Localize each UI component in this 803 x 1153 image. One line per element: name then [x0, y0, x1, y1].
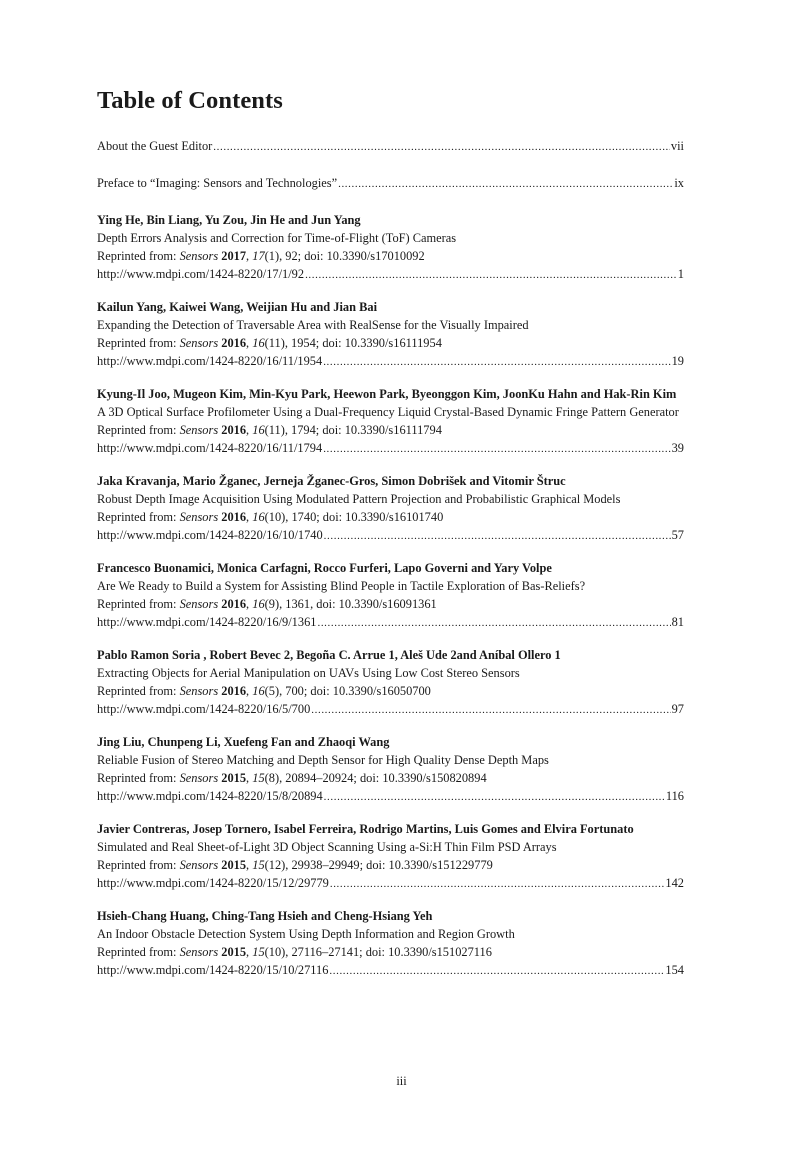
citation-details: (1), 92; doi: 10.3390/s17010092: [264, 249, 425, 263]
citation-comma: ,: [246, 684, 253, 698]
page-number: 116: [665, 789, 684, 803]
entry-url[interactable]: http://www.mdpi.com/1424-8220/15/8/20894: [97, 789, 323, 803]
citation-journal: Sensors: [179, 858, 219, 872]
entry-url-line: [97, 265, 684, 284]
citation-comma: ,: [246, 945, 253, 959]
citation-year: 2016: [221, 684, 247, 698]
citation-prefix: Reprinted from:: [97, 510, 180, 524]
citation-comma: ,: [246, 858, 253, 872]
citation-prefix: Reprinted from:: [97, 423, 180, 437]
entry-authors: Javier Contreras, Josep Tornero, Isabel Ferreira, Rodrigo Martins, Luis Gomes and Elvira Fortunato: [97, 822, 634, 836]
toc-entry[interactable]: [97, 298, 684, 371]
citation-year: 2017: [221, 249, 247, 263]
citation-prefix: Reprinted from:: [97, 945, 180, 959]
page-number: 97: [671, 702, 684, 716]
toc-entry-about-editor[interactable]: [97, 137, 684, 156]
entry-url[interactable]: http://www.mdpi.com/1424-8220/15/10/27116: [97, 963, 329, 977]
entry-title: Simulated and Real Sheet-of-Light 3D Object Scanning Using a-Si:H Thin Film PSD Arrays: [97, 840, 557, 854]
citation-prefix: Reprinted from:: [97, 336, 180, 350]
dot-leader: [323, 352, 670, 371]
entry-url-line: [97, 613, 684, 632]
entry-title: Depth Errors Analysis and Correction for Time-of-Flight (ToF) Cameras: [97, 231, 457, 245]
dot-leader: [324, 787, 665, 806]
entry-authors: Jaka Kravanja, Mario Žganec, Jerneja Žganec-Gros, Simon Dobrišek and Vitomir Štruc: [97, 474, 566, 488]
entry-url-line: [97, 874, 684, 893]
citation-journal: Sensors: [179, 597, 219, 611]
citation-prefix: Reprinted from:: [97, 249, 180, 263]
citation-volume: 16: [252, 423, 265, 437]
citation-journal: Sensors: [179, 423, 219, 437]
entry-url[interactable]: http://www.mdpi.com/1424-8220/16/9/1361: [97, 615, 317, 629]
entry-title: Robust Depth Image Acquisition Using Modulated Pattern Projection and Probabilistic Graphical Models: [97, 492, 621, 506]
toc-entry[interactable]: [97, 733, 684, 806]
page-number: ix: [674, 176, 684, 190]
toc-entry-text: Preface to “Imaging: Sensors and Technologies”: [97, 176, 338, 190]
entry-title: Reliable Fusion of Stereo Matching and Depth Sensor for High Quality Dense Depth Maps: [97, 753, 549, 767]
entry-url[interactable]: http://www.mdpi.com/1424-8220/16/11/1794: [97, 441, 323, 455]
citation-prefix: Reprinted from:: [97, 597, 180, 611]
dot-leader: [338, 174, 673, 193]
toc-entry[interactable]: [97, 559, 684, 632]
dot-leader: [330, 874, 665, 893]
toc-entry[interactable]: [97, 472, 684, 545]
entry-authors: Kyung-Il Joo, Mugeon Kim, Min-Kyu Park, Heewon Park, Byeonggon Kim, JoonKu Hahn and Hak-Rin Kim: [97, 387, 677, 401]
citation-prefix: Reprinted from:: [97, 858, 180, 872]
entry-title: Are We Ready to Build a System for Assisting Blind People in Tactile Exploration of Bas-Reliefs?: [97, 579, 586, 593]
citation-year: 2015: [221, 858, 247, 872]
page-title: Table of Contents: [97, 87, 283, 114]
citation-year: 2016: [221, 510, 247, 524]
citation-details: (9), 1361, doi: 10.3390/s16091361: [264, 597, 437, 611]
dot-leader: [323, 439, 670, 458]
citation-year: 2016: [221, 423, 247, 437]
entry-citation: [97, 769, 684, 787]
entry-citation: [97, 334, 684, 352]
citation-details: (8), 20894–20924; doi: 10.3390/s150820894: [264, 771, 487, 785]
entry-citation: [97, 421, 684, 439]
entry-citation: [97, 856, 684, 874]
entry-url[interactable]: http://www.mdpi.com/1424-8220/17/1/92: [97, 267, 305, 281]
citation-prefix: Reprinted from:: [97, 684, 180, 698]
entry-url[interactable]: http://www.mdpi.com/1424-8220/16/5/700: [97, 702, 311, 716]
entry-title: Extracting Objects for Aerial Manipulation on UAVs Using Low Cost Stereo Sensors: [97, 666, 520, 680]
dot-leader: [324, 526, 671, 545]
citation-comma: ,: [246, 510, 253, 524]
toc-entry-list: [97, 211, 684, 980]
citation-comma: ,: [246, 336, 253, 350]
toc-entry[interactable]: [97, 646, 684, 719]
citation-comma: ,: [246, 423, 253, 437]
entry-url[interactable]: http://www.mdpi.com/1424-8220/15/12/29779: [97, 876, 329, 890]
page-number: 1: [677, 267, 684, 281]
toc-entry[interactable]: [97, 820, 684, 893]
citation-volume: 16: [252, 336, 265, 350]
page-number: 154: [665, 963, 684, 977]
dot-leader: [213, 137, 670, 156]
dot-leader: [311, 700, 670, 719]
dot-leader: [317, 613, 670, 632]
citation-details: (11), 1794; doi: 10.3390/s16111794: [264, 423, 442, 437]
toc-entry[interactable]: [97, 385, 684, 458]
citation-details: (5), 700; doi: 10.3390/s16050700: [264, 684, 431, 698]
front-matter: [97, 137, 684, 193]
citation-prefix: Reprinted from:: [97, 771, 180, 785]
page-number: 39: [671, 441, 684, 455]
citation-year: 2016: [221, 597, 247, 611]
toc-entry-preface[interactable]: [97, 174, 684, 193]
entry-url-line: [97, 787, 684, 806]
entry-citation: [97, 943, 684, 961]
entry-url-line: [97, 700, 684, 719]
citation-year: 2015: [221, 945, 247, 959]
toc-page: [97, 84, 684, 994]
citation-volume: 15: [252, 771, 265, 785]
page-number: vii: [670, 139, 684, 153]
entry-url[interactable]: http://www.mdpi.com/1424-8220/16/11/1954: [97, 354, 323, 368]
page-number: 57: [671, 528, 684, 542]
entry-url-line: [97, 526, 684, 545]
citation-volume: 16: [252, 510, 265, 524]
citation-year: 2016: [221, 336, 247, 350]
entry-title: Expanding the Detection of Traversable Area with RealSense for the Visually Impaired: [97, 318, 529, 332]
citation-volume: 15: [252, 945, 265, 959]
citation-journal: Sensors: [179, 945, 219, 959]
page-number: 142: [665, 876, 684, 890]
citation-journal: Sensors: [179, 249, 219, 263]
dot-leader: [329, 961, 664, 980]
citation-volume: 17: [252, 249, 265, 263]
entry-url-line: [97, 961, 684, 980]
entry-url[interactable]: http://www.mdpi.com/1424-8220/16/10/1740: [97, 528, 323, 542]
entry-url-line: [97, 352, 684, 371]
citation-comma: ,: [246, 249, 253, 263]
entry-citation: [97, 247, 684, 265]
entry-authors: Kailun Yang, Kaiwei Wang, Weijian Hu and Jian Bai: [97, 300, 378, 314]
entry-citation: [97, 508, 684, 526]
citation-details: (10), 27116–27141; doi: 10.3390/s151027116: [264, 945, 492, 959]
entry-citation: [97, 595, 684, 613]
toc-entry[interactable]: [97, 211, 684, 284]
citation-volume: 16: [252, 684, 265, 698]
toc-entry-text: About the Guest Editor: [97, 139, 213, 153]
entry-authors: Ying He, Bin Liang, Yu Zou, Jin He and Jun Yang: [97, 213, 361, 227]
dot-leader: [305, 265, 677, 284]
entry-authors: Francesco Buonamici, Monica Carfagni, Rocco Furferi, Lapo Governi and Yary Volpe: [97, 561, 552, 575]
toc-entry[interactable]: [97, 907, 684, 980]
entry-authors: Jing Liu, Chunpeng Li, Xuefeng Fan and Zhaoqi Wang: [97, 735, 390, 749]
citation-details: (10), 1740; doi: 10.3390/s16101740: [264, 510, 444, 524]
entry-citation: [97, 682, 684, 700]
citation-year: 2015: [221, 771, 247, 785]
entry-title: A 3D Optical Surface Profilometer Using a Dual-Frequency Liquid Crystal-Based Dynamic Fringe Pattern Generator: [97, 405, 679, 419]
page-number: 19: [671, 354, 684, 368]
citation-details: (12), 29938–29949; doi: 10.3390/s151229779: [264, 858, 493, 872]
citation-volume: 15: [252, 858, 265, 872]
citation-comma: ,: [246, 597, 253, 611]
citation-comma: ,: [246, 771, 253, 785]
entry-authors: Hsieh-Chang Huang, Ching-Tang Hsieh and Cheng-Hsiang Yeh: [97, 909, 433, 923]
entry-url-line: [97, 439, 684, 458]
page-footer-number: iii: [396, 1074, 407, 1088]
citation-journal: Sensors: [179, 336, 219, 350]
citation-journal: Sensors: [179, 510, 219, 524]
citation-journal: Sensors: [179, 684, 219, 698]
citation-volume: 16: [252, 597, 265, 611]
citation-journal: Sensors: [179, 771, 219, 785]
entry-title: An Indoor Obstacle Detection System Using Depth Information and Region Growth: [97, 927, 515, 941]
citation-details: (11), 1954; doi: 10.3390/s16111954: [264, 336, 442, 350]
page-number: 81: [671, 615, 684, 629]
entry-authors: Pablo Ramon Soria , Robert Bevec 2, Begoña C. Arrue 1, Aleš Ude 2and Aníbal Ollero 1: [97, 648, 561, 662]
